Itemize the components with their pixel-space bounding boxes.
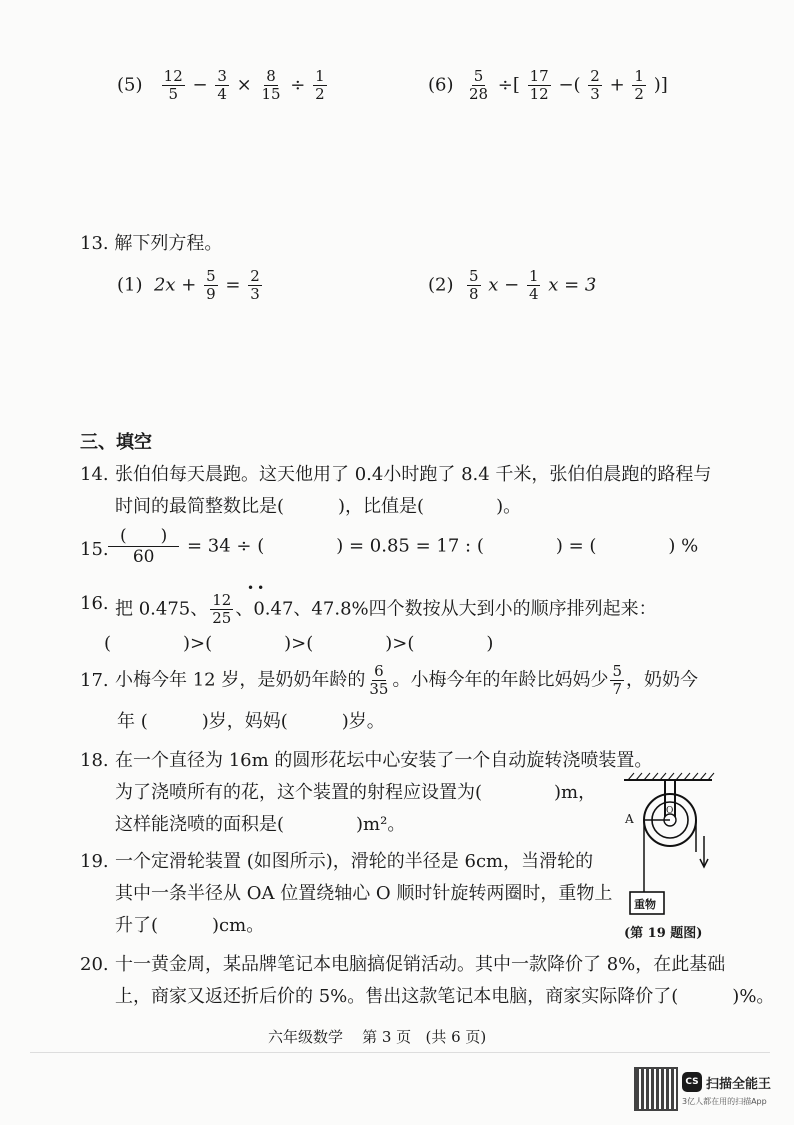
point-o-label: O	[666, 806, 674, 816]
q20-line1: 十一黄金周，某品牌笔记本电脑搞促销活动。其中一款降价了 8%，在此基础	[115, 954, 726, 975]
q14-line2: 时间的最简整数比是( )，比值是( )。	[115, 496, 522, 517]
fraction: $\frac{( )}{60}$	[108, 526, 179, 567]
q16-line1: 把 0.475、 $\frac{12}{25}$ 、0.47、47.8%四个数按从大到小的顺序排列起来：	[115, 591, 657, 627]
camscanner-logo-icon: CS	[682, 1072, 702, 1092]
pulley-figure	[620, 770, 720, 945]
q20-number: 20.	[80, 954, 109, 975]
q12-part6: (6) $\frac{5}{28}$ ÷[ $\frac{17}{12}$ −( $\frac{2}{3}$ + $\frac{1}{2}$ )]	[428, 67, 668, 103]
q14-number: 14.	[80, 464, 109, 485]
q15-expression: $\frac{( )}{60}$ = 34 ÷ ( ) = 0.85 = 17 : ( ) = ( ) %	[106, 526, 698, 567]
figure-caption: (第 19 题图)	[624, 926, 703, 941]
point-a-label: A	[625, 812, 634, 826]
q14-line1: 张伯伯每天晨跑。这天他用了 0.4小时跑了 8.4 千米，张伯伯晨跑的路程与	[115, 464, 712, 485]
q20-line2: 上，商家又返还折后价的 5%。售出这款笔记本电脑，商家实际降价了( )%。	[115, 986, 775, 1007]
fraction: $\frac{1}{2}$	[634, 67, 644, 103]
weight-label: 重物	[634, 898, 656, 911]
page-footer: 六年级数学 第 3 页 (共 6 页)	[268, 1028, 487, 1046]
fraction: $\frac{5}{28}$	[468, 67, 489, 103]
q13-part1: (1) 2x + $\frac{5}{9}$ = $\frac{2}{3}$	[117, 267, 260, 303]
fraction: $\frac{1}{4}$	[528, 267, 539, 303]
q17-number: 17.	[80, 670, 109, 691]
footer-divider	[30, 1052, 770, 1053]
q13-part2: (2) $\frac{5}{8}$ x − $\frac{1}{4}$ x = 3	[428, 267, 597, 303]
fraction: $\frac{8}{15}$	[261, 67, 281, 103]
pulley-diagram	[620, 770, 720, 945]
repeating-dots: ••	[247, 581, 268, 595]
q12-part5: (5) $\frac{12}{5}$ − $\frac{3}{4}$ × $\frac{8}{15}$ ÷ $\frac{1}{2}$	[117, 67, 325, 103]
q19-line2: 其中一条半径从 OA 位置绕轴心 O 顺时针旋转两圈时，重物上	[115, 883, 613, 904]
q19-line1: 一个定滑轮装置 (如图所示)，滑轮的半径是 6cm，当滑轮的	[115, 851, 594, 872]
q13-title: 13. 解下列方程。	[80, 233, 223, 254]
fraction: $\frac{17}{12}$	[529, 67, 549, 103]
q16-number: 16.	[80, 593, 109, 614]
fraction: $\frac{5}{7}$	[612, 662, 622, 698]
q18-number: 18.	[80, 750, 109, 771]
fraction: $\frac{5}{9}$	[206, 267, 216, 303]
q18-line2: 为了浇喷所有的花，这个装置的射程应设置为( )m，	[115, 782, 597, 803]
q17-line2: 年 ( )岁，妈妈( )岁。	[117, 711, 385, 732]
fraction: $\frac{6}{35}$	[369, 662, 389, 698]
fraction: $\frac{12}{5}$	[163, 67, 183, 103]
q15-number: 15.	[80, 539, 109, 560]
watermark-tagline: 3亿人都在用的扫描App	[682, 1097, 767, 1106]
q18-line3: 这样能浇喷的面积是( )m²。	[115, 814, 406, 835]
section-heading: 三、填空	[80, 432, 152, 453]
fraction: $\frac{1}{2}$	[315, 67, 325, 103]
fraction: $\frac{2}{3}$	[250, 267, 260, 303]
q19-line3: 升了( )cm。	[115, 915, 265, 936]
watermark-brand: 扫描全能王	[706, 1077, 772, 1092]
q19-number: 19.	[80, 851, 109, 872]
fraction: $\frac{12}{25}$	[212, 591, 232, 627]
q17-line1: 小梅今年 12 岁，是奶奶年龄的 $\frac{6}{35}$ 。小梅今年的年龄比妈妈少 $\frac{5}{7}$ ，奶奶今	[115, 662, 698, 698]
fraction: $\frac{5}{8}$	[468, 267, 479, 303]
fraction: $\frac{3}{4}$	[217, 67, 227, 103]
q18-line1: 在一个直径为 16m 的圆形花坛中心安装了一个自动旋转浇喷装置。	[115, 750, 653, 771]
fraction: $\frac{2}{3}$	[590, 67, 600, 103]
qr-code-icon	[636, 1069, 676, 1109]
q16-answer: ( )>( )>( )>( )	[104, 633, 494, 654]
